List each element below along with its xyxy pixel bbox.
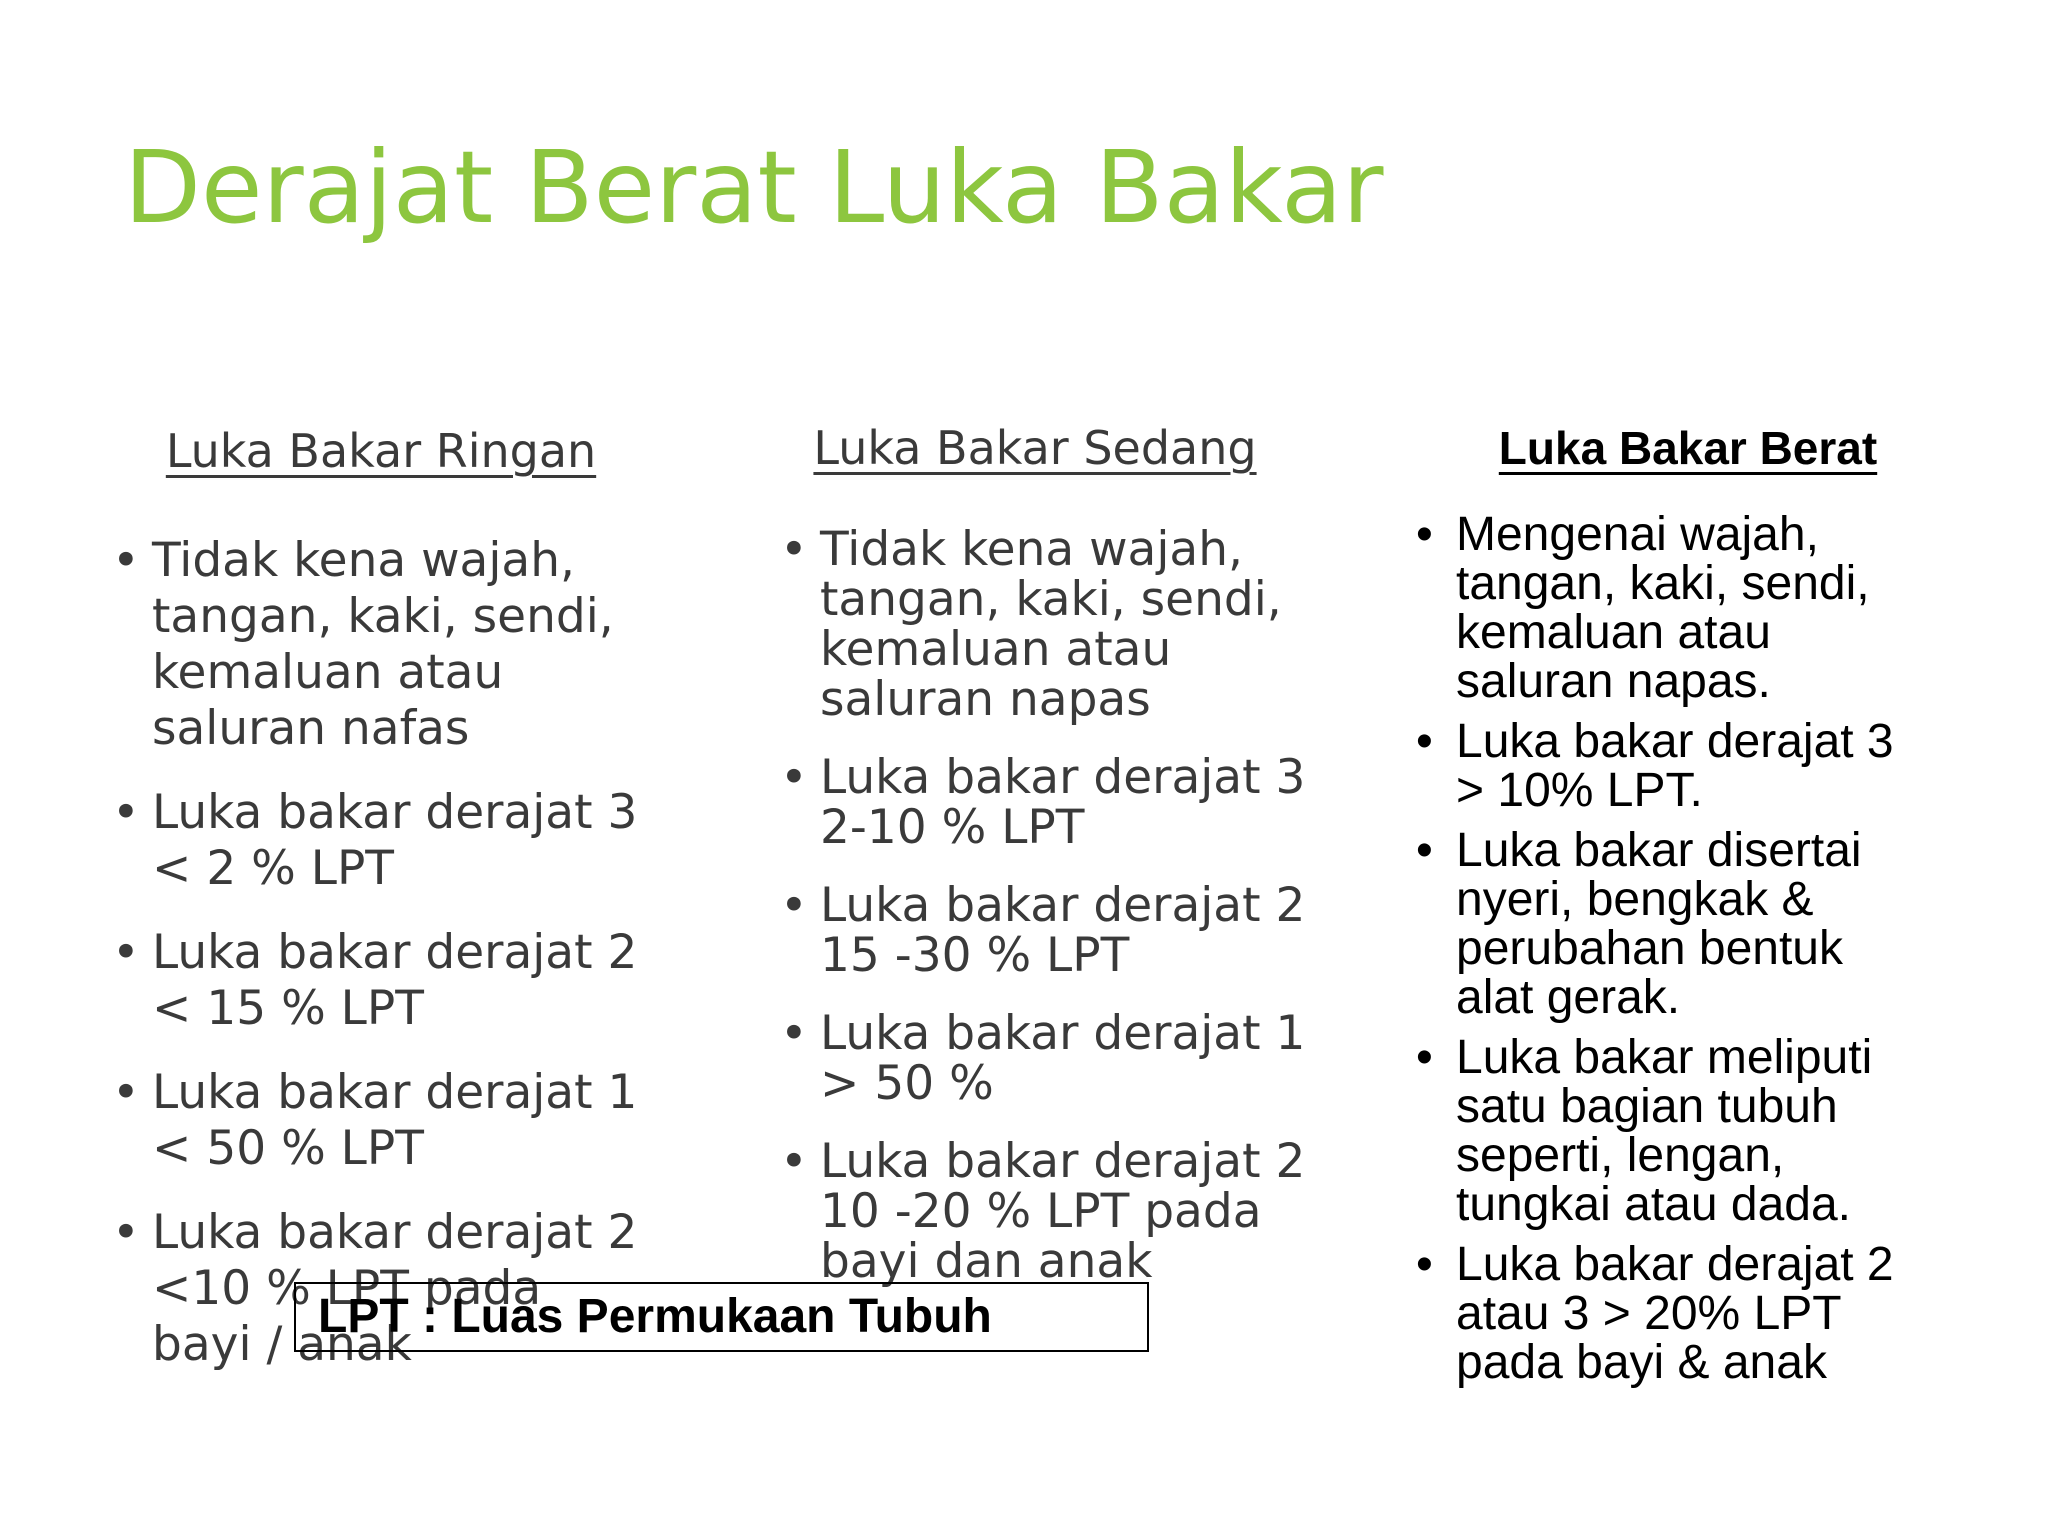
list-item: • Luka bakar derajat 3 < 2 % LPT xyxy=(112,785,672,897)
list-ringan xyxy=(112,533,672,1401)
list-item: • Luka bakar derajat 3 2-10 % LPT xyxy=(780,753,1340,853)
list-item: • Tidak kena wajah, tangan, kaki, sendi, kemaluan atau saluran napas xyxy=(780,525,1340,725)
column-heading-berat: Luka Bakar Berat xyxy=(1498,422,1878,474)
list-item: • Luka bakar disertai nyeri, bengkak & perubahan bentuk alat gerak. xyxy=(1416,826,1976,1022)
list-item: • Luka bakar derajat 3 > 10% LPT. xyxy=(1416,717,1976,815)
list-item: • Luka bakar derajat 2 <10 % LPT pada bayi / anak xyxy=(112,1205,672,1373)
list-item: • Luka bakar derajat 2 15 -30 % LPT xyxy=(780,881,1340,981)
legend-note-box: LPT : Luas Permukaan Tubuh xyxy=(294,1282,1149,1352)
list-item: • Luka bakar derajat 1 > 50 % xyxy=(780,1009,1340,1109)
list-item: • Mengenai wajah, tangan, kaki, sendi, kemaluan atau saluran napas. xyxy=(1416,510,1976,706)
list-sedang xyxy=(780,522,1340,1315)
list-item: • Tidak kena wajah, tangan, kaki, sendi, kemaluan atau saluran nafas xyxy=(112,533,672,757)
list-item: • Luka bakar derajat 2 < 15 % LPT xyxy=(112,925,672,1037)
list-berat xyxy=(1416,510,1976,1398)
slide-title: Derajat Berat Luka Bakar xyxy=(124,129,1384,246)
list-item: • Luka bakar derajat 2 atau 3 > 20% LPT pada bayi & anak xyxy=(1416,1240,1976,1387)
list-item: • Luka bakar derajat 2 10 -20 % LPT pada bayi dan anak xyxy=(780,1137,1340,1287)
list-item: • Luka bakar meliputi satu bagian tubuh seperti, lengan, tungkai atau dada. xyxy=(1416,1033,1976,1229)
column-heading-ringan: Luka Bakar Ringan xyxy=(165,424,597,478)
column-heading-sedang: Luka Bakar Sedang xyxy=(813,421,1257,475)
list-item: • Luka bakar derajat 1 < 50 % LPT xyxy=(112,1065,672,1177)
